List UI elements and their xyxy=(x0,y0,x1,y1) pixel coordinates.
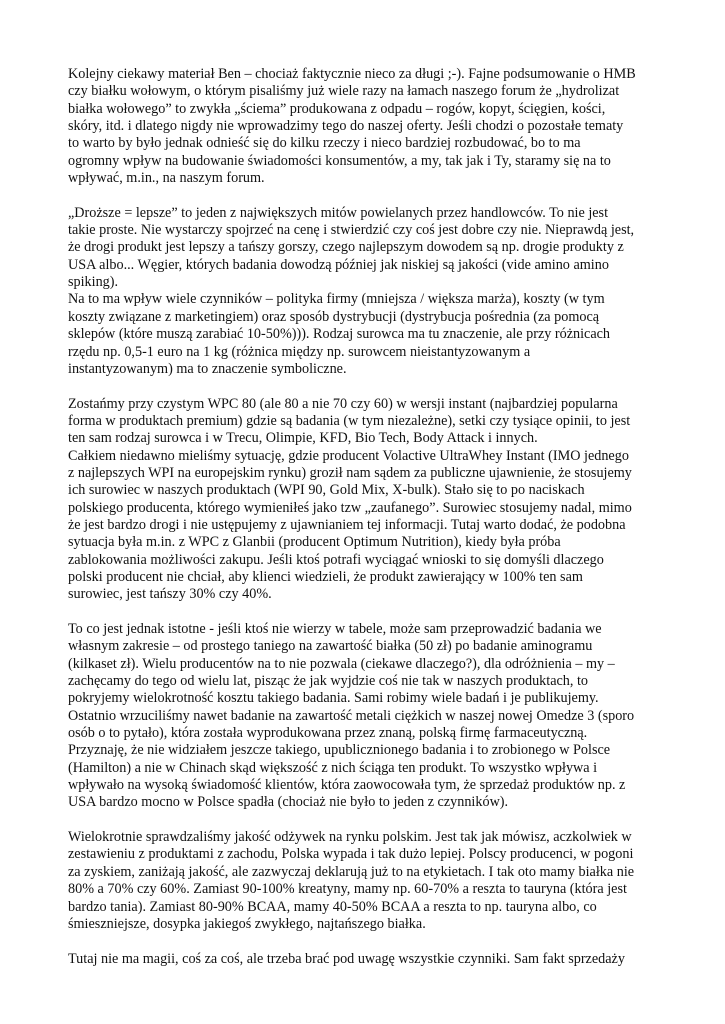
paragraph-4 xyxy=(68,621,668,812)
text-line: Całkiem niedawno mieliśmy sytuację, gdzie producent Volactive UltraWhey Instant (IMO jednego xyxy=(68,447,629,464)
text-line: wpływać, m.in., na naszym forum. xyxy=(68,170,265,187)
text-line: Zostańmy przy czystym WPC 80 (ale 80 a nie 70 czy 60) w wersji instant (najbardziej popularna xyxy=(68,395,618,412)
paragraph-5 xyxy=(68,829,668,933)
paragraph-gap xyxy=(68,933,668,950)
text-line: śmieszniejsze, dosypka jakiegoś zwykłego, najtańszego białka. xyxy=(68,915,426,932)
text-line: Tutaj nie ma magii, coś za coś, ale trzeba brać pod uwagę wszystkie czynniki. Sam fakt sprzedaży xyxy=(68,950,625,967)
text-line: bardzo tania). Zamiast 80-90% BCAA, mamy 40-50% BCAA a reszta to np. tauryna albo, co xyxy=(68,898,597,915)
text-line: (Hamilton) a nie w Chinach skąd większość z nich ściąga ten produkt. To wszystko wpływa i xyxy=(68,759,598,776)
paragraph-gap xyxy=(68,378,668,395)
text-line: USA albo... Węgier, których badania dowodzą później jak niskiej są jakości (vide amino amino xyxy=(68,256,609,273)
text-line: wpływało na wysoką świadomość klientów, która zaowocowała tym, że sprzedaż produktów np. z xyxy=(68,777,626,794)
text-line: sytuacja była m.in. z WPC z Glanbii (producent Optimum Nutrition), kiedy była próba xyxy=(68,534,561,551)
text-line: (kilkaset zł). Wielu producentów na to nie pozwala (ciekawe dlaczego?), dla odróżnienia – my – xyxy=(68,655,615,672)
text-line: z najlepszych WPI na europejskim rynku) groził nam sądem za publiczne ujawnienie, że stosujemy xyxy=(68,464,632,481)
text-line: osób o to pytało), która została wyprodukowana przez znaną, polską firmę farmaceutyczną. xyxy=(68,725,588,742)
text-line: że drogi produkt jest lepszy a tańszy gorszy, czego najlepszym dowodem są np. drogie produkty z xyxy=(68,239,624,256)
text-line: forma w produktach premium) gdzie są badania (w tym niezależne), setki czy tysiące opinii, to jest xyxy=(68,412,631,429)
text-line: Ostatnio wrzuciliśmy nawet badanie na zawartość metali ciężkich w naszej nowej Omedze 3 (sporo xyxy=(68,707,635,724)
text-line: Kolejny ciekawy materiał Ben – chociaż faktycznie nieco za długi ;-). Fajne podsumowanie o HMB xyxy=(68,66,636,82)
text-line: takie proste. Nie wystarczy spojrzeć na cenę i stwierdzić czy coś jest dobre czy nie. Nieprawdą jest, xyxy=(68,222,635,239)
text-line: skóry, itd. i dlatego nigdy nie wprowadzimy tego do naszej oferty. Jeśli chodzi o pozostałe tematy xyxy=(68,118,624,135)
text-line: Przyznaję, że nie widziałem jeszcze takiego, upublicznionego badania i to zrobionego w Polsce xyxy=(68,742,611,759)
text-line: białka wołowego” to zwykła „ściema” produkowana z odpadu – rogów, kopyt, ścięgien, kości, xyxy=(68,100,606,117)
text-line: ten sam rodzaj surowca i w Trecu, Olimpie, KFD, Bio Tech, Body Attack i innych. xyxy=(68,430,538,447)
text-line: 80% a 70% czy 60%. Zamiast 90-100% kreatyny, mamy np. 60-70% a reszta to tauryna (która jest xyxy=(68,881,627,898)
document-page xyxy=(68,66,668,968)
text-line: USA bardzo mocno w Polsce spadła (chociaż nie było to jeden z czynników). xyxy=(68,794,509,811)
text-line: zablokowania możliwości zakupu. Jeśli ktoś potrafi wyciągać wnioski to się domyśli dlaczego xyxy=(68,551,604,568)
text-line: ich surowiec w naszych produktach (WPI 90, Gold Mix, X-bulk). Stało się to po naciskach xyxy=(68,482,585,499)
paragraph-gap xyxy=(68,604,668,621)
text-line: pokryjemy wielokrotność kosztu takiego badania. Sami robimy wiele badań i je publikujemy. xyxy=(68,690,599,707)
text-line: rzędu np. 0,5-1 euro na 1 kg (różnica między np. surowcem nieistantyzowanym a xyxy=(68,343,531,360)
paragraph-gap xyxy=(68,187,668,204)
text-line: zestawieniu z produktami z zachodu, Polska wypada i tak dużo lepiej. Polscy producenci, w pogoni xyxy=(68,846,634,863)
text-line: Na to ma wpływ wiele czynników – polityka firmy (mniejsza / większa marża), koszty (w tym xyxy=(68,291,605,308)
text-line: sklepów (które muszą zarabiać 10-50%))). Rodzaj surowca ma tu znaczenie, ale przy różnicach xyxy=(68,326,611,343)
text-line: polskiego producenta, którego wymieniłeś jako tzw „zaufanego”. Surowiec stosujemy nadal, mimo xyxy=(68,499,632,516)
text-line: polski producent nie chciał, aby klienci wiedzieli, że produkt zawierający w 100% ten sam xyxy=(68,568,583,585)
text-line: spiking). xyxy=(68,274,119,291)
text-line: instantyzowanym) ma to znaczenie symboliczne. xyxy=(68,360,347,377)
text-line: własnym zakresie – od prostego taniego na zawartość białka (50 zł) po badanie aminogramu xyxy=(68,638,593,655)
paragraph-6 xyxy=(68,951,668,968)
paragraph-gap xyxy=(68,812,668,829)
paragraph-1 xyxy=(68,66,668,187)
text-line: to warto by było jednak odnieść się do kilku rzeczy i nieco bardziej rozbudować, bo to ma xyxy=(68,135,581,152)
text-line: zachęcamy do tego od wielu lat, pisząc że jak wyjdzie coś nie tak w naszych produktach, to xyxy=(68,673,589,690)
text-line: „Droższe = lepsze” to jeden z największych mitów powielanych przez handlowców. To nie jest xyxy=(68,204,609,221)
paragraph-3 xyxy=(68,396,668,604)
text-line: koszty związane z marketingiem) oraz sposób dystrybucji (dystrybucja pośrednia (za pomocą xyxy=(68,308,600,325)
text-line: czy białku wołowym, o którym pisaliśmy już wiele razy na łamach naszego forum że „hydrolizat xyxy=(68,83,620,100)
text-line: Wielokrotnie sprawdzaliśmy jakość odżywek na rynku polskim. Jest tak jak mówisz, aczkolwiek w xyxy=(68,829,632,846)
paragraph-2 xyxy=(68,205,668,378)
text-line: ogromny wpływ na budowanie świadomości konsumentów, a my, tak jak i Ty, staramy się na to xyxy=(68,152,611,169)
text-line: To co jest jednak istotne - jeśli ktoś nie wierzy w tabele, może sam przeprowadzić badania we xyxy=(68,621,602,637)
text-line: surowiec, jest tańszy 30% czy 40%. xyxy=(68,586,272,603)
text-line: za zyskiem, zaniżają jakość, ale zazwyczaj deklarują już to na etykietach. I tak oto mamy białka nie xyxy=(68,863,635,880)
text-line: że jest bardzo drogi i nie ustępujemy z ujawnianiem tej informacji. Tutaj warto dodać, że podobna xyxy=(68,516,626,533)
